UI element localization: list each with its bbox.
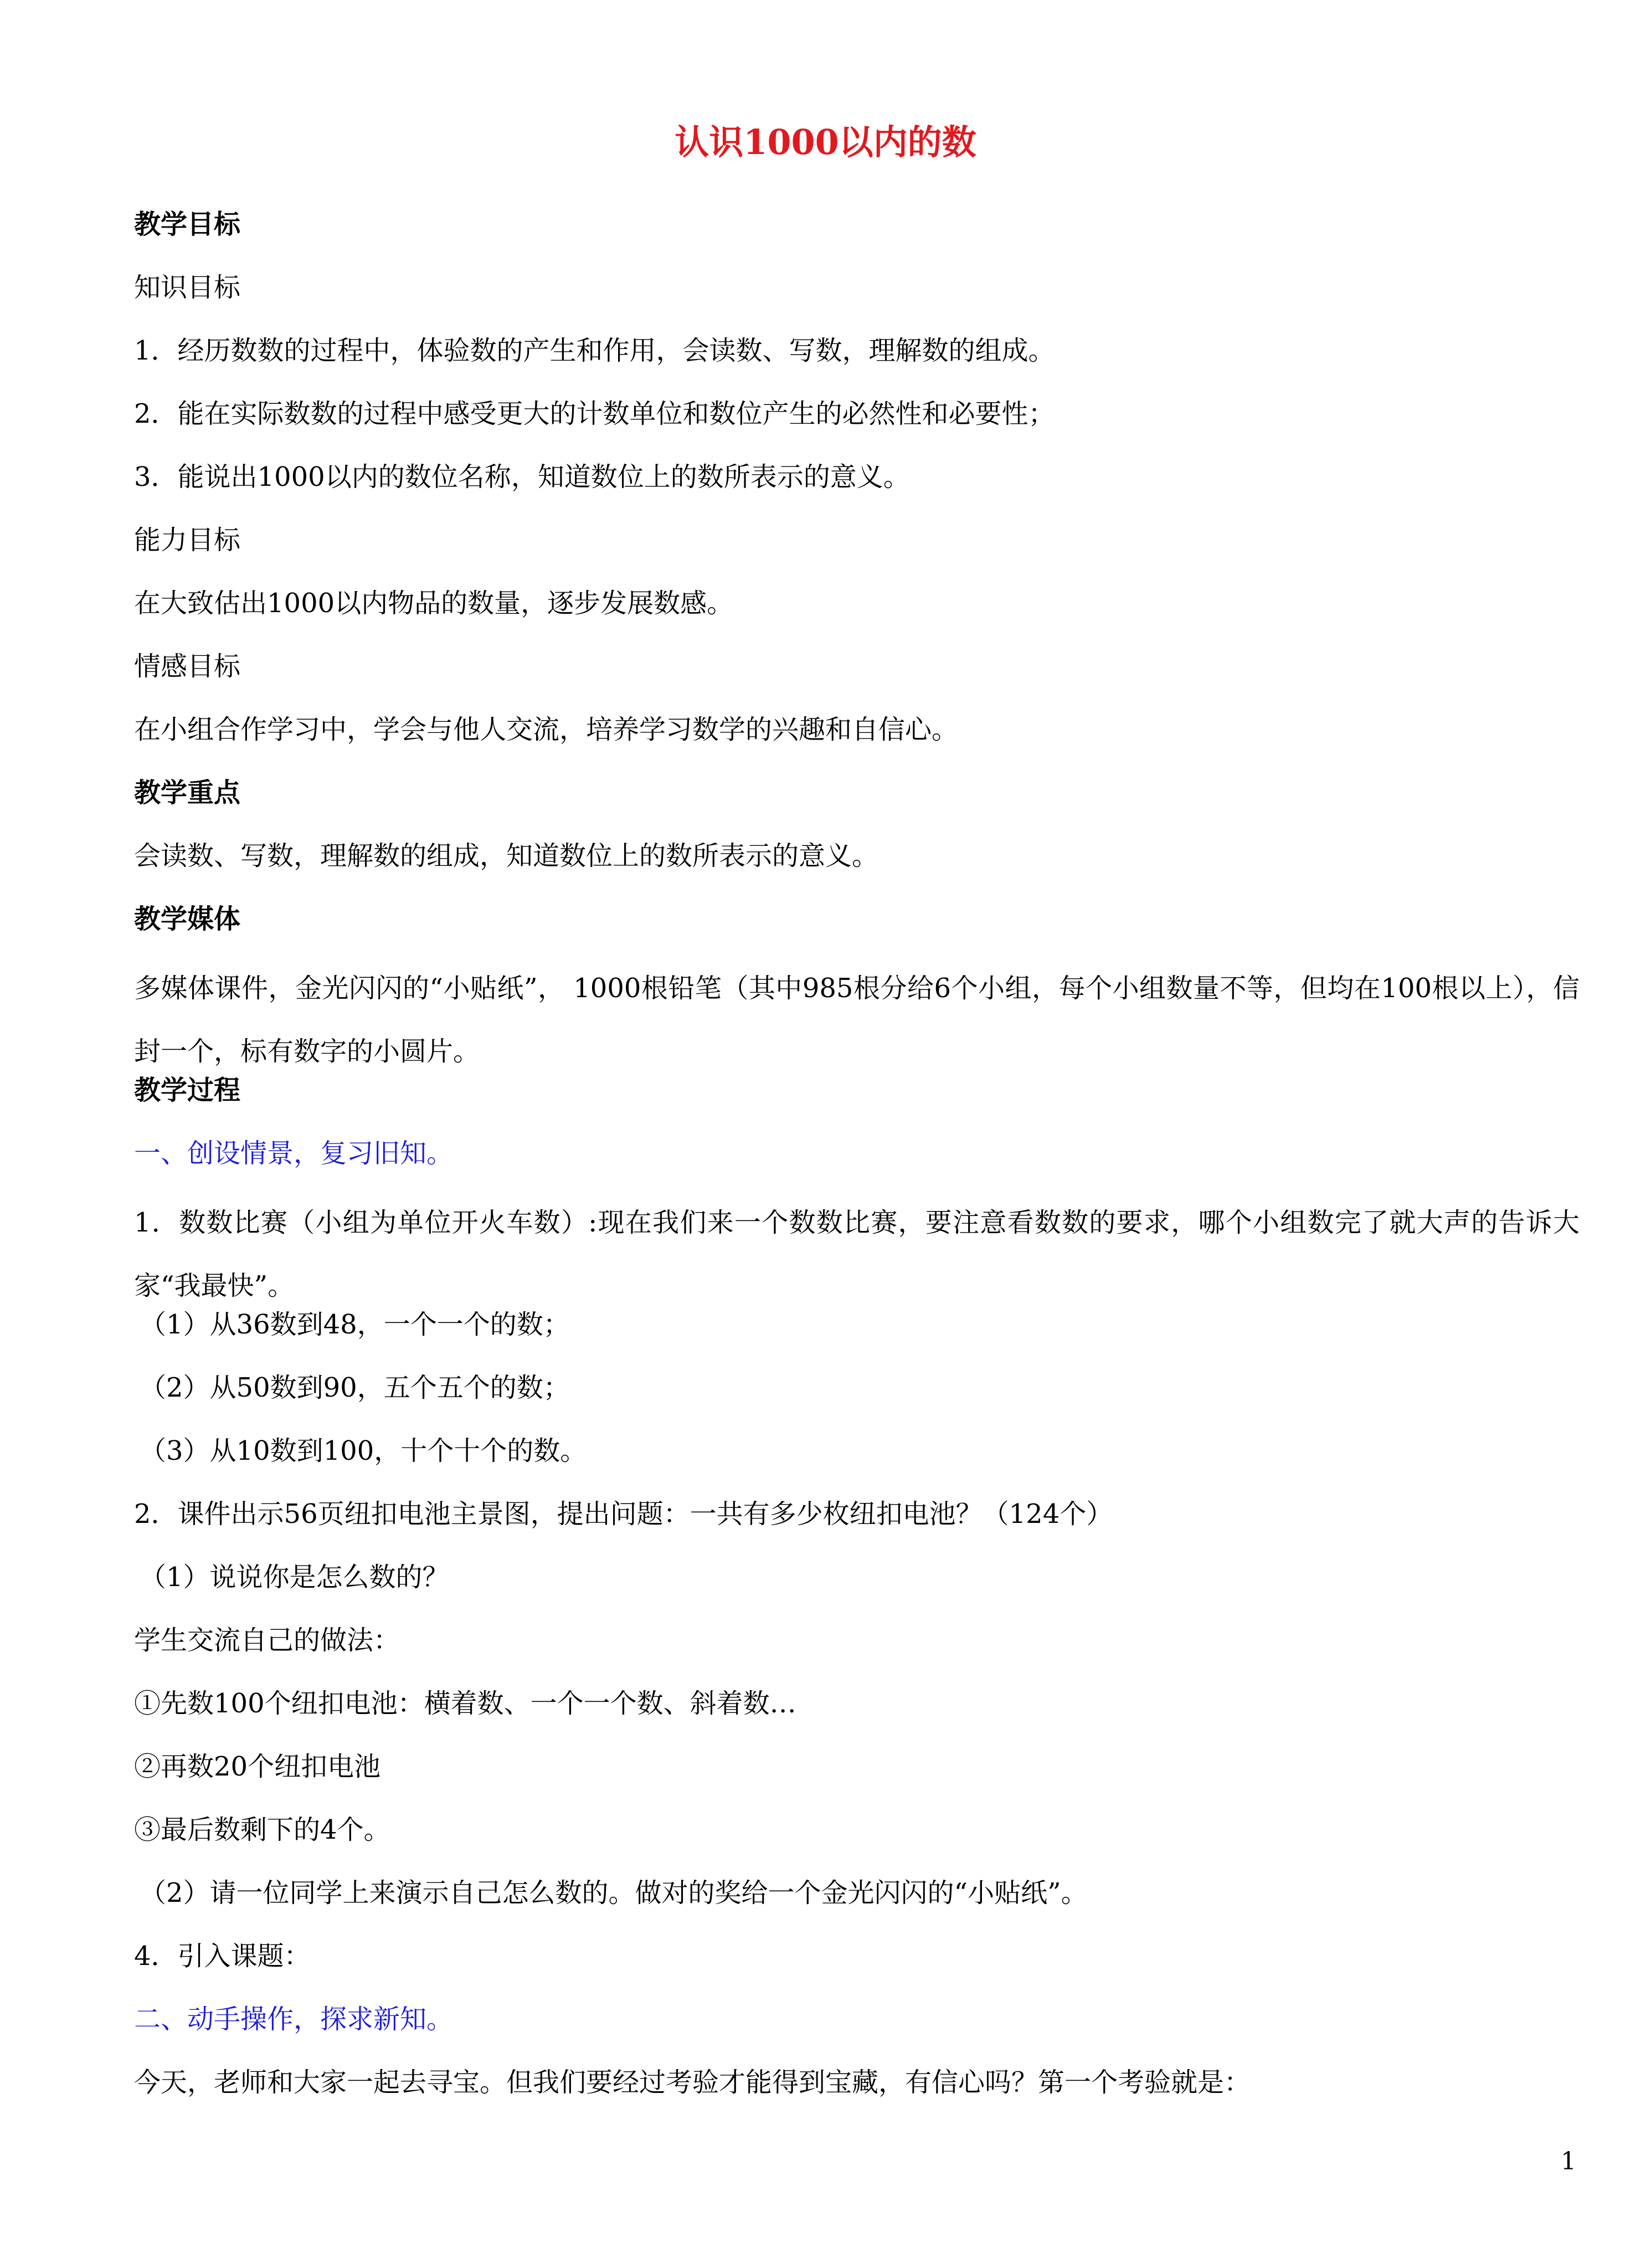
part1-item-2-sub-1: （1）说说你是怎么数的？ <box>140 1562 449 1593</box>
page-number: 1 <box>1561 2147 1576 2175</box>
objectives-heading: 教学目标 <box>134 209 241 240</box>
part1-item-2-sub-2: （2）请一位同学上来演示自己怎么数的。做对的奖给一个金光闪闪的“小贴纸”。 <box>140 1877 1088 1908</box>
emotion-text: 在小组合作学习中，学会与他人交流，培养学习数学的兴趣和自信心。 <box>134 714 959 745</box>
part1-item-1: 1．数数比赛（小组为单位开火车数）:现在我们来一个数数比赛，要注意看数数的要求，哪个小组数完了就大声的告诉大家“我最快”。 <box>134 1207 1580 1301</box>
step-3: ③最后数剩下的4个。 <box>134 1814 390 1845</box>
knowledge-item-3: 3．能说出1000以内的数位名称，知道数位上的数所表示的意义。 <box>134 461 910 492</box>
part1-sub-1: （1）从36数到48，一个一个的数； <box>140 1309 570 1340</box>
knowledge-item-2: 2．能在实际数数的过程中感受更大的计数单位和数位产生的必然性和必要性； <box>134 398 1055 429</box>
knowledge-heading: 知识目标 <box>134 272 241 303</box>
part1-sub-3: （3）从10数到100，十个十个的数。 <box>140 1435 587 1466</box>
ability-text: 在大致估出1000以内物品的数量，逐步发展数感。 <box>134 588 734 619</box>
knowledge-item-1: 1．经历数数的过程中，体验数的产生和作用，会读数、写数，理解数的组成。 <box>134 335 1055 366</box>
media-text: 多媒体课件，金光闪闪的“小贴纸”， 1000根铅笔（其中985根分给6个小组，每个小组数量不等，但均在100根以上），信封一个，标有数字的小圆片。 <box>134 973 1580 1067</box>
part2-heading: 二、动手操作，探求新知。 <box>134 2004 454 2035</box>
step-1: ①先数100个纽扣电池：横着数、一个一个数、斜着数… <box>134 1688 796 1719</box>
part1-item-4: 4．引入课题： <box>134 1941 311 1972</box>
step-2: ②再数20个纽扣电池 <box>134 1751 381 1782</box>
part2-text: 今天，老师和大家一起去寻宝。但我们要经过考验才能得到宝藏，有信心吗？第一个考验就是： <box>134 2067 1251 2098</box>
media-heading: 教学媒体 <box>134 904 241 935</box>
part1-item-2: 2．课件出示56页纽扣电池主景图，提出问题：一共有多少枚纽扣电池？（124个） <box>134 1499 1113 1530</box>
process-heading: 教学过程 <box>134 1075 241 1106</box>
exchange-text: 学生交流自己的做法： <box>134 1625 400 1656</box>
ability-heading: 能力目标 <box>134 525 241 556</box>
part1-sub-2: （2）从50数到90，五个五个的数； <box>140 1372 570 1403</box>
emotion-heading: 情感目标 <box>134 651 241 682</box>
part1-heading: 一、创设情景，复习旧知。 <box>134 1138 454 1169</box>
key-text: 会读数、写数，理解数的组成，知道数位上的数所表示的意义。 <box>134 840 879 871</box>
document-title: 认识1000以内的数 <box>675 122 976 162</box>
key-heading: 教学重点 <box>134 777 241 808</box>
